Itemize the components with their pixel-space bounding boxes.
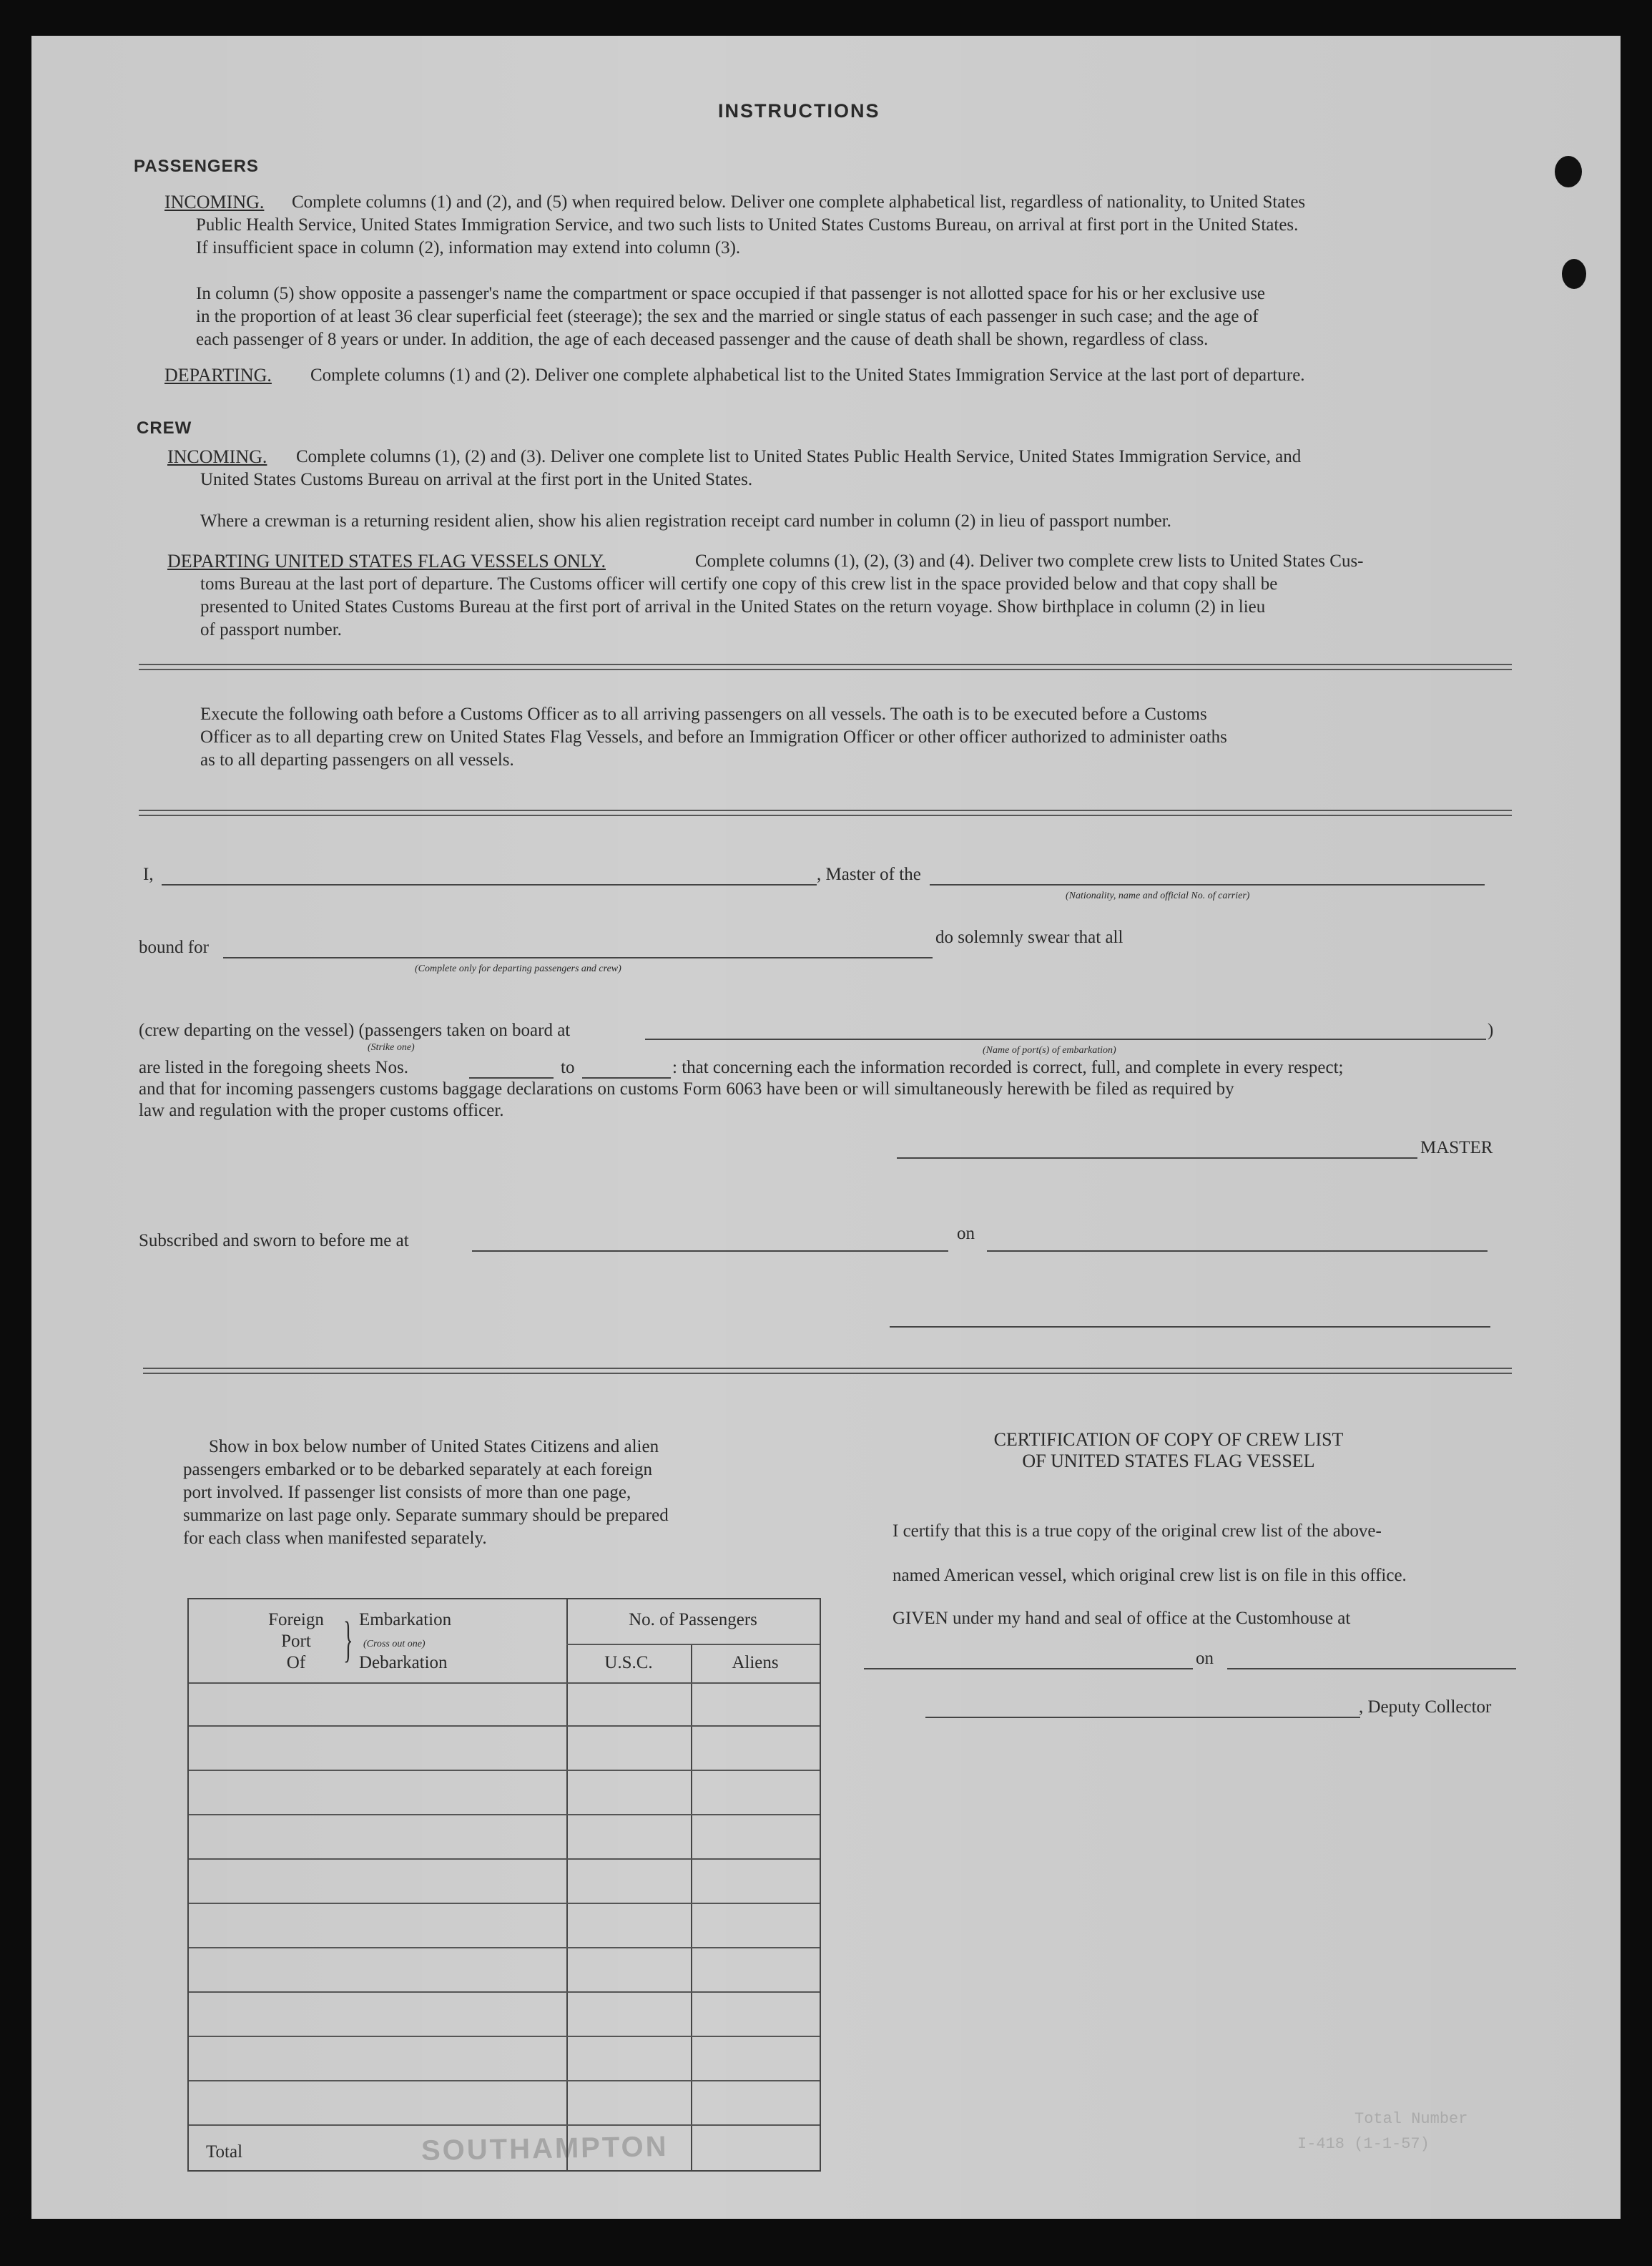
departing-only-note: (Complete only for departing passengers and crew): [415, 963, 621, 974]
certification-title: OF UNITED STATES FLAG VESSEL: [1022, 1451, 1315, 1471]
crew-departing-line: of passport number.: [200, 620, 342, 639]
show-through-stamp: SOUTHAMPTON: [421, 2130, 669, 2167]
oath-intro-line: Officer as to all departing crew on United States Flag Vessels, and before an Immigration Officer or other officer authorized to administer oaths: [200, 727, 1227, 747]
section-divider: [139, 810, 1512, 816]
ink-blot: [1555, 156, 1582, 187]
column5-instructions-line: In column (5) show opposite a passenger's name the compartment or space occupied if that passenger is not allotted space for his or her exclusive use: [196, 284, 1266, 303]
table-row: [189, 1814, 820, 1815]
of-header: Of: [286, 1653, 306, 1672]
oath-intro-line: as to all departing passengers on all vessels.: [200, 750, 514, 770]
bound-for-label: bound for: [139, 938, 209, 957]
carrier-note: (Nationality, name and official No. of carrier): [1066, 891, 1250, 901]
cross-out-note: (Cross out one): [363, 1639, 426, 1649]
passengers-incoming-line: If insufficient space in column (2), information may extend into column (3).: [196, 238, 741, 258]
master-signature-field[interactable]: [897, 1157, 1417, 1159]
table-row: [189, 1858, 820, 1860]
master-name-field[interactable]: [162, 884, 817, 886]
crew-heading: CREW: [137, 418, 192, 438]
section-divider: [143, 1368, 1512, 1374]
subscribed-on-label: on: [957, 1224, 975, 1243]
listed-in-label: are listed in the foregoing sheets Nos.: [139, 1058, 408, 1077]
summary-intro-line: summarize on last page only. Separate summary should be prepared: [183, 1506, 669, 1525]
concerning-text: : that concerning each the information recorded is correct, full, and complete in every respect;: [672, 1058, 1344, 1077]
crew-incoming-line: Complete columns (1), (2) and (3). Deliver one complete list to United States Public Health Service, United States Immigration Service, and: [296, 447, 1302, 466]
close-paren: ): [1488, 1021, 1494, 1040]
port-header: Port: [281, 1632, 311, 1651]
certify-line: named American vessel, which original crew list is on file in this office.: [893, 1566, 1407, 1585]
oath-intro-line: Execute the following oath before a Customs Officer as to all arriving passengers on all vessels. The oath is to be executed before a Customs: [200, 705, 1207, 724]
table-divider: [566, 1644, 820, 1645]
table-row: [189, 1903, 820, 1904]
resident-alien-note: Where a crewman is a returning resident alien, show his alien registration receipt card number in column (2) in lieu of passport number.: [200, 511, 1171, 531]
document-page: [31, 36, 1621, 2219]
table-divider: [691, 1644, 692, 2170]
master-of-label: , Master of the: [817, 865, 921, 884]
given-under-line: GIVEN under my hand and seal of office at the Customhouse at: [893, 1609, 1351, 1628]
crew-departing-line: Complete columns (1), (2), (3) and (4). Deliver two complete crew lists to United States Cus-: [695, 551, 1364, 571]
crew-departing-label: DEPARTING UNITED STATES FLAG VESSELS ONLY.: [167, 551, 606, 572]
show-through-total-number: Total Number: [1354, 2110, 1468, 2128]
passengers-departing-label: DEPARTING.: [164, 365, 272, 386]
deputy-collector-signature-field[interactable]: [925, 1717, 1360, 1718]
certification-title: CERTIFICATION OF COPY OF CREW LIST: [993, 1429, 1344, 1450]
foreign-header: Foreign: [268, 1610, 324, 1629]
cert-date-field[interactable]: [1227, 1668, 1516, 1669]
summary-intro-line: Show in box below number of United States Citizens and alien: [209, 1437, 659, 1456]
aliens-header: Aliens: [732, 1653, 779, 1672]
subscribed-date-field[interactable]: [987, 1250, 1488, 1252]
summary-intro-line: port involved. If passenger list consists of more than one page,: [183, 1483, 631, 1502]
table-row: [189, 1770, 820, 1771]
embarkation-header: Embarkation: [359, 1610, 452, 1629]
ports-note: (Name of port(s) of embarkation): [983, 1045, 1116, 1056]
no-of-passengers-header: No. of Passengers: [629, 1610, 757, 1629]
subscribed-place-field[interactable]: [472, 1250, 948, 1252]
table-row: [189, 2080, 820, 2081]
subscribed-label: Subscribed and sworn to before me at: [139, 1231, 409, 1250]
passengers-incoming-label: INCOMING.: [164, 192, 265, 212]
usc-header: U.S.C.: [604, 1653, 653, 1672]
cert-on-label: on: [1196, 1649, 1214, 1668]
passenger-summary-table: [187, 1598, 821, 2172]
certify-line: I certify that this is a true copy of the original crew list of the above-: [893, 1521, 1382, 1541]
customs-declarations-text: and that for incoming passengers customs baggage declarations on customs Form 6063 have been or will simultaneously herewith be filed as required by: [139, 1079, 1234, 1099]
solemnly-swear-label: do solemnly swear that all: [935, 928, 1124, 947]
table-divider: [189, 1682, 820, 1684]
page-title: INSTRUCTIONS: [718, 100, 880, 122]
table-row: [189, 1991, 820, 1993]
column5-instructions-line: each passenger of 8 years or under. In addition, the age of each deceased passenger and the cause of death shall be shown, regardless of class.: [196, 330, 1209, 349]
section-divider: [139, 664, 1512, 670]
passengers-incoming-line: Public Health Service, United States Immigration Service, and two such lists to United States Customs Bureau, on arrival at first port in the United States.: [196, 215, 1299, 235]
master-label: MASTER: [1420, 1138, 1493, 1157]
summary-intro-line: for each class when manifested separately.: [183, 1529, 487, 1548]
deputy-collector-label: , Deputy Collector: [1359, 1697, 1492, 1717]
crew-departing-line: presented to United States Customs Bureau at the first port of arrival in the United States on the return voyage. Show birthplace in column (2) in lieu: [200, 597, 1266, 617]
crew-departing-line: toms Bureau at the last port of departure. The Customs officer will certify one copy of this crew list in the space provided below and that copy shall be: [200, 574, 1278, 594]
crew-incoming-line: United States Customs Bureau on arrival at the first port in the United States.: [200, 470, 753, 489]
passengers-incoming-line: Complete columns (1) and (2), and (5) when required below. Deliver one complete alphabetical list, regardless of nationality, to United States: [292, 192, 1306, 212]
table-row: [189, 1725, 820, 1727]
show-through-form-number: I-418 (1-1-57): [1297, 2135, 1430, 2153]
law-regulation-text: law and regulation with the proper customs officer.: [139, 1101, 504, 1120]
ink-blot: [1562, 259, 1586, 289]
customhouse-field[interactable]: [864, 1668, 1193, 1669]
summary-intro-line: passengers embarked or to be debarked separately at each foreign: [183, 1460, 652, 1479]
strike-one-note: (Strike one): [368, 1042, 415, 1053]
brace-icon: }: [343, 1612, 353, 1667]
table-row: [189, 2036, 820, 2037]
table-row: [189, 1947, 820, 1948]
crew-incoming-label: INCOMING.: [167, 446, 267, 467]
oath-i-label: I,: [143, 865, 154, 884]
debarkation-header: Debarkation: [359, 1653, 448, 1672]
total-label: Total: [206, 2142, 243, 2162]
crew-departing-oath-label: (crew departing on the vessel) (passengers taken on board at: [139, 1021, 571, 1040]
officer-signature-field[interactable]: [890, 1326, 1490, 1328]
to-label: to: [561, 1058, 575, 1077]
table-row: [189, 2124, 820, 2126]
table-divider: [566, 1599, 568, 2170]
passengers-heading: PASSENGERS: [134, 157, 259, 176]
passengers-departing-text: Complete columns (1) and (2). Deliver one complete alphabetical list to the United States Immigration Service at the last port of departure.: [310, 366, 1305, 385]
column5-instructions-line: in the proportion of at least 36 clear superficial feet (steerage); the sex and the married or single status of each passenger in such case; and the age of: [196, 307, 1259, 326]
